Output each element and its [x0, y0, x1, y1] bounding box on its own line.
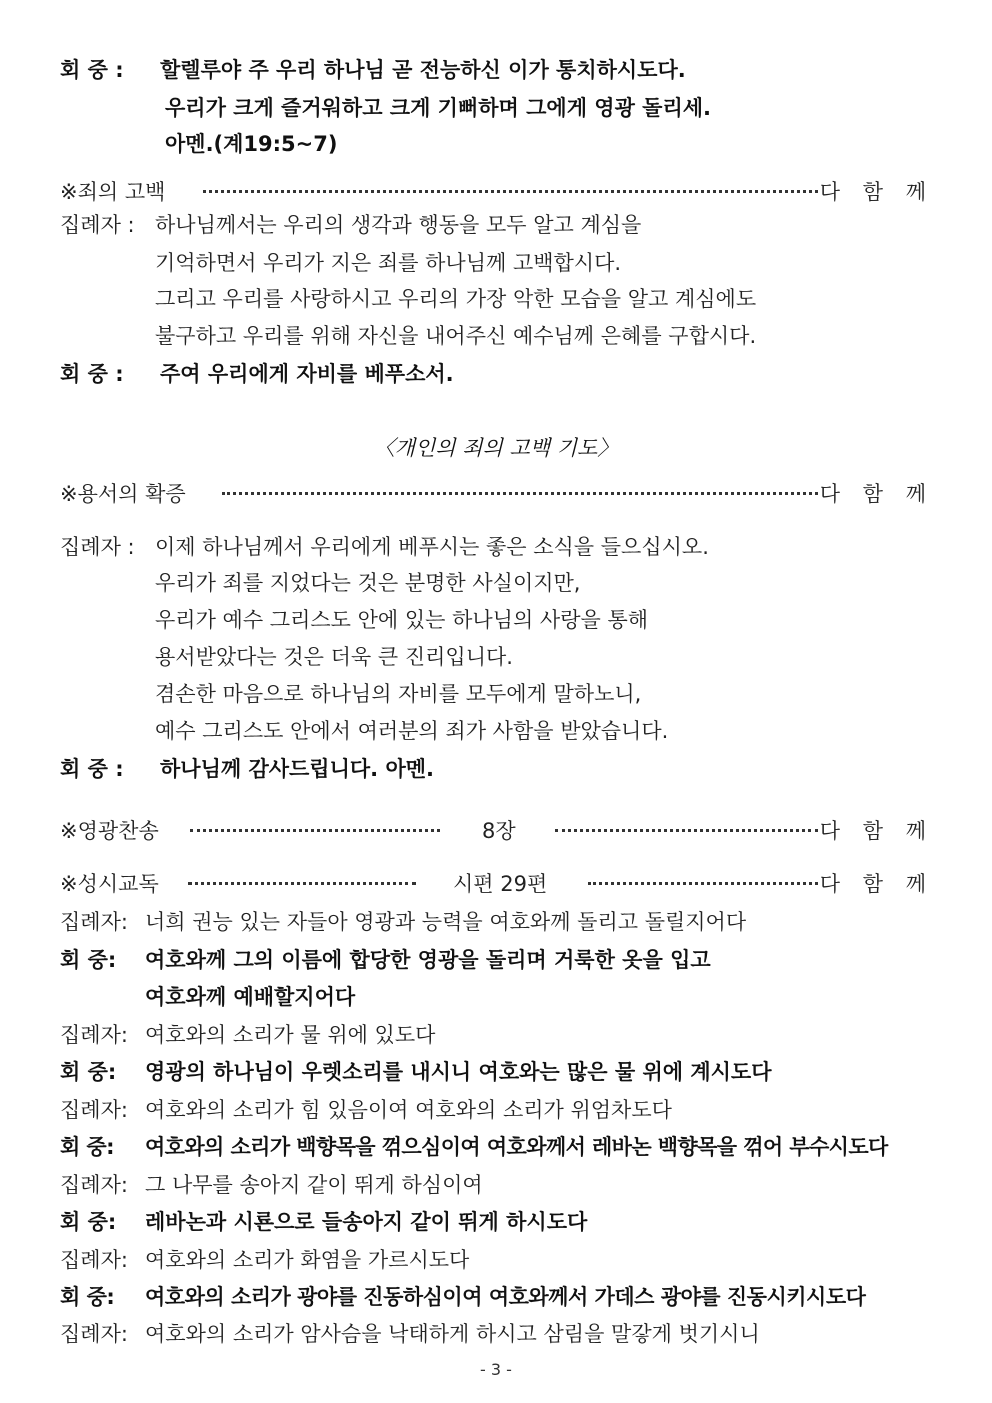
response-line: 아멘.(계19:5~7): [165, 132, 338, 156]
reading-congregation-line: 여호와께 예배할지어다: [145, 985, 356, 1009]
reading-passage: 시편 29편: [453, 872, 548, 896]
congregation-line: 회 중 : 하나님께 감사드립니다. 아멘.: [60, 757, 435, 781]
reading-leader-line: 집례자: 너희 권능 있는 자들아 영광과 능력을 여호와께 돌리고 돌릴지어다: [60, 910, 747, 934]
section-title-hymn: ※영광찬송: [60, 819, 159, 843]
speaker-label: 집례자:: [60, 910, 128, 934]
reading-congregation-line: 회 중: 여호와의 소리가 백향목을 꺾으심이여 여호와께서 레바논 백향목을 꺾어 부수시도다: [60, 1135, 888, 1159]
reading-congregation-line: 회 중: 레바논과 시룐으로 들송아지 같이 뛰게 하시도다: [60, 1210, 588, 1234]
speaker-label: 집례자 :: [60, 535, 135, 559]
leader-line: 그리고 우리를 사랑하시고 우리의 가장 악한 모습을 알고 계심에도: [155, 287, 757, 311]
leader-line: 불구하고 우리를 위해 자신을 내어주신 예수님께 은혜를 구합시다.: [155, 324, 757, 348]
response-line: 할렐루야 주 우리 하나님 곧 전능하신 이가 통치하시도다.: [160, 58, 686, 82]
leader-dots: [588, 882, 818, 885]
personal-prayer-note: 〈개인의 죄의 고백 기도〉: [373, 436, 619, 460]
congregation-line: 회 중 : 주여 우리에게 자비를 베푸소서.: [60, 362, 454, 386]
leader-line: 용서받았다는 것은 더욱 큰 진리입니다.: [155, 645, 513, 669]
page-number: - 3 -: [480, 1360, 512, 1379]
congregation-response-1: [60, 60, 686, 81]
speaker-label: 회 중 :: [60, 757, 124, 781]
reading-congregation-line: 회 중: 영광의 하나님이 우렛소리를 내시니 여호와는 많은 물 위에 계시도다: [60, 1060, 772, 1084]
leader-line: 예수 그리스도 안에서 여러분의 죄가 사함을 받았습니다.: [155, 719, 669, 743]
section-who: 다 함 께: [819, 819, 934, 843]
speaker-label: 회 중:: [60, 1210, 117, 1234]
speaker-label: 회 중:: [60, 1135, 114, 1159]
speaker-label: 집례자:: [60, 1248, 128, 1272]
leader-dots: [188, 882, 416, 885]
section-who: 다 함 께: [819, 180, 934, 204]
speaker-label: 회 중 :: [60, 58, 124, 82]
reading-leader-line: 집례자: 그 나무를 송아지 같이 뛰게 하심이여: [60, 1173, 483, 1197]
speaker-label: 집례자 :: [60, 213, 135, 237]
leader-dots: [203, 190, 818, 193]
leader-dots: [190, 829, 440, 832]
section-who: 다 함 께: [819, 482, 934, 506]
speaker-label: 집례자:: [60, 1023, 128, 1047]
speaker-label: 회 중:: [60, 1060, 117, 1084]
response-line: 우리가 크게 즐거워하고 크게 기뻐하며 그에게 영광 돌리세.: [165, 96, 712, 120]
leader-line: 우리가 예수 그리스도 안에 있는 하나님의 사랑을 통해: [155, 608, 649, 632]
speaker-label: 회 중 :: [60, 362, 124, 386]
speaker-label: 회 중:: [60, 1285, 115, 1309]
reading-congregation-line: 회 중: 여호와께 그의 이름에 합당한 영광을 돌리며 거룩한 옷을 입고: [60, 948, 711, 972]
speaker-label: 집례자:: [60, 1098, 128, 1122]
reading-leader-line: 집례자: 여호와의 소리가 물 위에 있도다: [60, 1023, 436, 1047]
speaker-label: 회 중:: [60, 948, 117, 972]
leader-line: 집례자 : 이제 하나님께서 우리에게 베푸시는 좋은 소식을 들으십시오.: [60, 535, 709, 559]
section-title-reading: ※성시교독: [60, 872, 159, 896]
section-who: 다 함 께: [819, 872, 934, 896]
leader-line: 우리가 죄를 지었다는 것은 분명한 사실이지만,: [155, 571, 581, 595]
leader-dots: [222, 492, 818, 495]
leader-line: 겸손한 마음으로 하나님의 자비를 모두에게 말하노니,: [155, 682, 642, 706]
reading-leader-line: 집례자: 여호와의 소리가 화염을 가르시도다: [60, 1248, 470, 1272]
reading-leader-line: 집례자: 여호와의 소리가 암사슴을 낙태하게 하시고 삼림을 말갛게 벗기시니: [60, 1322, 760, 1346]
reading-leader-line: 집례자: 여호와의 소리가 힘 있음이여 여호와의 소리가 위엄차도다: [60, 1098, 672, 1122]
speaker-label: 집례자:: [60, 1173, 128, 1197]
section-title-confession: ※죄의 고백: [60, 180, 166, 204]
leader-line: 집례자 : 하나님께서는 우리의 생각과 행동을 모두 알고 계심을: [60, 213, 642, 237]
speaker-label: 집례자:: [60, 1322, 128, 1346]
hymn-number: 8장: [482, 819, 516, 843]
section-title-assurance: ※용서의 확증: [60, 482, 186, 506]
leader-dots: [555, 829, 818, 832]
leader-line: 기억하면서 우리가 지은 죄를 하나님께 고백합시다.: [155, 251, 622, 275]
reading-congregation-line: 회 중: 여호와의 소리가 광야를 진동하심이여 여호와께서 가데스 광야를 진동시키시도다: [60, 1285, 866, 1309]
